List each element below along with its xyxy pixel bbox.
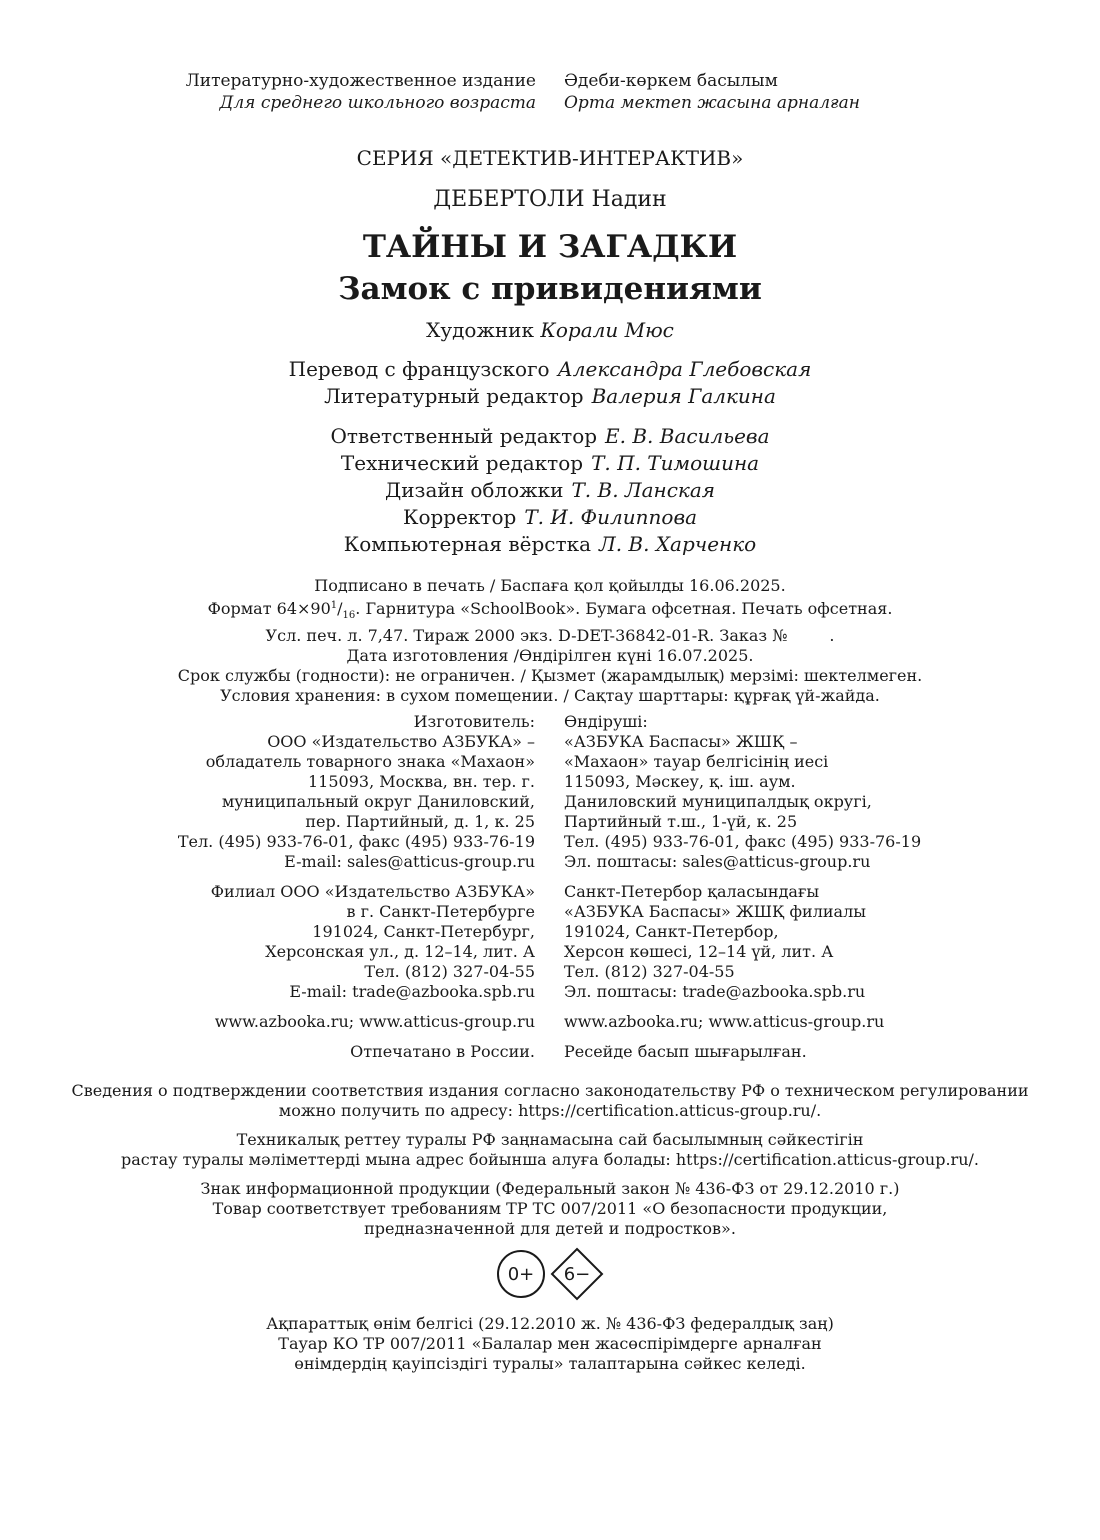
edition-type-kz: Әдеби-көркем басылым	[564, 71, 778, 91]
signed-date: Подписано в печать / Баспаға қол қойылды 16.06.2025.	[314, 576, 786, 595]
credit-name: Валерия Галкина	[591, 384, 776, 408]
credit-name: Т. П. Тимошина	[591, 451, 760, 475]
shelf-life: Срок службы (годности): не ограничен. / Қызмет (жарамдылық) мерзімі: шектелмеген.	[177, 666, 923, 685]
info-product-kz: Ақпараттық өнім белгісі (29.12.2010 ж. № 436-ФЗ федералдық заң) Тауар КО ТР 007/2011 «Балалар мен жасөспірімдерге арналған өнімдердің қауіпсіздігі туралы» талаптарына сәйкес келеді.	[266, 1314, 834, 1373]
credit-role: Корректор	[402, 505, 517, 529]
age-rating-diamond-label: 6−	[563, 1263, 591, 1285]
credit-line	[0, 383, 1100, 410]
branch-kz: Санкт-Петербор қаласындағы «АЗБУКА Баспасы» ЖШҚ филиалы 191024, Санкт-Петербор, Херсон көшесі, 12–14 үй, лит. А Тел. (812) 327-04-55 Эл. поштасы: trade@azbooka.spb.ru	[564, 882, 866, 1001]
credit-role: Компьютерная вёрстка	[343, 532, 591, 556]
manufacturer-kz: Өндіруші: «АЗБУКА Баспасы» ЖШҚ – «Махаон» тауар белгісінің иесі 115093, Мәскеу, қ. іш. аум. Даниловский муниципалдық округі, Партийный т.ш., 1-үй, к. 25 Тел. (495) 933-76-01, факс (495) 933-76-19 Эл. поштасы: sales@atticus-group.ru	[564, 712, 922, 871]
branch-ru: Филиал ООО «Издательство АЗБУКА» в г. Санкт-Петербурге 191024, Санкт-Петербург, Херсонская ул., д. 12–14, лит. А Тел. (812) 327-04-55 E-mail: trade@azbooka.spb.ru	[210, 882, 535, 1001]
credit-name: Т. В. Ланская	[571, 478, 716, 502]
credit-name: Корали Мюс	[540, 318, 674, 342]
age-rating-diamond-badge	[550, 1247, 604, 1301]
credits-group-a	[0, 356, 1100, 410]
credit-line	[0, 504, 1100, 531]
info-product-ru: Знак информационной продукции (Федеральный закон № 436-ФЗ от 29.12.2010 г.) Товар соответствует требованиям ТР ТС 007/2011 «О безопасности продукции, предназначенной для детей и подростков».	[200, 1179, 900, 1238]
printed-in-ru: Отпечатано в России.	[350, 1042, 535, 1061]
credit-name: Т. И. Филиппова	[524, 505, 698, 529]
credit-role: Литературный редактор	[324, 384, 584, 408]
series-name: СЕРИЯ «ДЕТЕКТИВ-ИНТЕРАКТИВ»	[356, 146, 744, 170]
print-info: Усл. печ. л. 7,47. Тираж 2000 экз. D-DET-36842-01-R. Заказ № .	[265, 626, 835, 645]
credit-line	[0, 450, 1100, 477]
websites-kz: www.azbooka.ru; www.atticus-group.ru	[564, 1012, 885, 1031]
credit-role: Художник	[426, 318, 535, 342]
illustrator-credit	[0, 317, 1100, 344]
format-numerator: 1	[330, 600, 338, 611]
imprint-block	[0, 576, 1100, 706]
credit-name: Александра Глебовская	[557, 357, 812, 381]
credit-role: Ответственный редактор	[330, 424, 598, 448]
book-subtitle: Замок с привидениями	[338, 271, 762, 307]
storage-conditions: Условия хранения: в сухом помещении. / Сақтау шарттары: құрғақ үй-жайда.	[220, 686, 880, 705]
manufacturer-ru: Изготовитель: ООО «Издательство АЗБУКА» – обладатель товарного знака «Махаон» 115093, Москва, вн. тер. г. муниципальный округ Даниловский, пер. Партийный, д. 1, к. 25 Тел. (495) 933-76-01, факс (495) 933-76-19 E-mail: sales@atticus-group.ru	[177, 712, 535, 871]
format-denominator: 16	[342, 610, 356, 621]
credit-role: Дизайн обложки	[384, 478, 564, 502]
certification-kz: Техникалық реттеу туралы РФ заңнамасына сай басылымның сәйкестігін растау туралы мәліметтерді мына адрес бойынша алуға болады: https://certification.atticus-group.ru/.	[121, 1130, 979, 1169]
credit-line	[0, 356, 1100, 383]
age-group-ru: Для среднего школьного возраста	[219, 93, 536, 113]
book-title: ТАЙНЫ И ЗАГАДКИ	[362, 229, 738, 265]
manufacture-date: Дата изготовления /Өндірілген күні 16.07.2025.	[346, 646, 754, 665]
credit-name: Е. В. Васильева	[605, 424, 770, 448]
header-ru	[96, 70, 536, 114]
age-group-kz: Орта мектеп жасына арналған	[564, 93, 860, 113]
credit-line	[0, 477, 1100, 504]
credit-role: Технический редактор	[340, 451, 584, 475]
credits-group-b	[0, 423, 1100, 558]
certification-ru: Сведения о подтверждении соответствия издания согласно законодательству РФ о техническом регулировании можно получить по адресу: https://certification.atticus-group.ru/.	[71, 1081, 1029, 1120]
credit-line	[0, 423, 1100, 450]
credit-line	[0, 531, 1100, 558]
author-name: ДЕБЕРТОЛИ Надин	[433, 187, 667, 212]
edition-type-ru: Литературно-художественное издание	[185, 71, 536, 91]
credit-role: Перевод с французского	[288, 357, 550, 381]
format-line: Формат $64\times 90^1/_{16}$. Гарнитура «SchoolBook». Бумага офсетная. Печать офсетная.	[207, 599, 893, 621]
age-rating-circle-badge: 0+	[497, 1250, 545, 1298]
header-kz	[564, 70, 1004, 114]
printed-in-kz: Ресейде басып шығарылған.	[564, 1042, 807, 1061]
websites-ru: www.azbooka.ru; www.atticus-group.ru	[214, 1012, 535, 1031]
credit-name: Л. В. Харченко	[599, 532, 757, 556]
